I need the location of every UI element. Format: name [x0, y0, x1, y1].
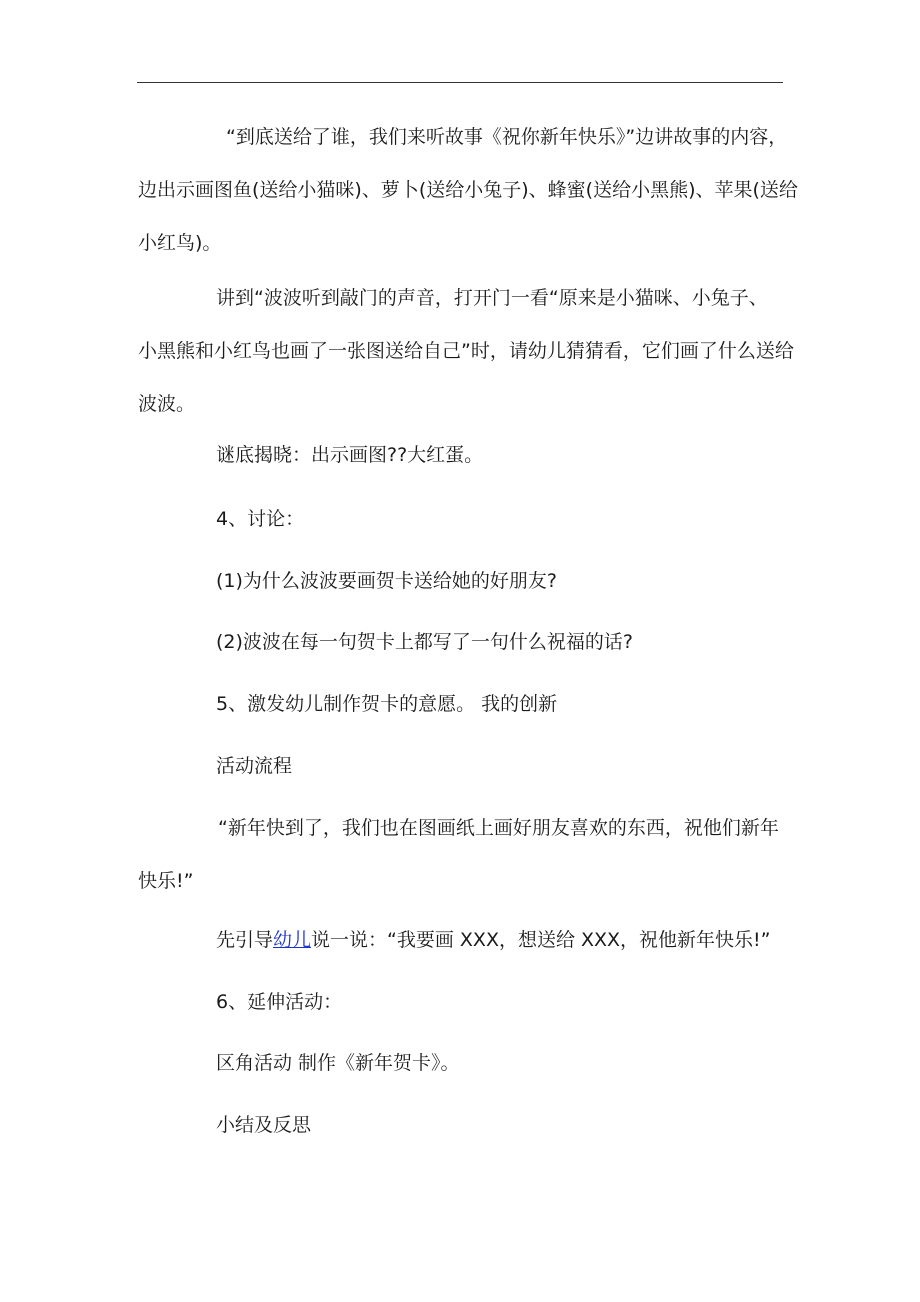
text-line: “新年快到了，我们也在图画纸上画好朋友喜欢的东西，祝他们新年	[218, 817, 779, 839]
text-segment: 说一说：“我要画 XXX，想送给 XXX，祝他新年快乐!”	[311, 929, 771, 951]
heading-extension-activity: 6、延伸活动：	[216, 991, 343, 1013]
paragraph-question-1: (1)为什么波波要画贺卡送给她的好朋友?	[216, 570, 557, 592]
header-rule	[137, 82, 783, 83]
text-line: 快乐!”	[138, 870, 194, 892]
paragraph-question-2: (2)波波在每一句贺卡上都写了一句什么祝福的话?	[216, 631, 633, 653]
paragraph-knock-door	[138, 283, 794, 420]
text-segment: 先引导	[216, 929, 274, 951]
paragraph-story-intro	[138, 122, 798, 259]
text-line: “到底送给了谁，我们来听故事《祝你新年快乐》”边讲故事的内容，	[226, 126, 788, 148]
heading-discussion: 4、讨论：	[216, 508, 305, 530]
text-line: 边出示画图鱼(送给小猫咪)、萝卜(送给小兔子)、蜂蜜(送给小黑熊)、苹果(送给	[138, 179, 798, 201]
paragraph-guide-children	[138, 925, 866, 956]
paragraph-corner-activity: 区角活动 制作《新年贺卡》。	[216, 1052, 460, 1074]
paragraph-new-year-drawing	[138, 813, 788, 897]
children-link[interactable]: 幼儿	[273, 929, 312, 951]
heading-motivation: 5、激发幼儿制作贺卡的意愿。 我的创新	[216, 693, 558, 715]
text-line: 波波。	[138, 393, 196, 415]
heading-activity-flow: 活动流程	[216, 755, 293, 777]
heading-summary: 小结及反思	[216, 1114, 312, 1136]
text-line: 小红鸟)。	[138, 232, 222, 254]
text-line: 小黑熊和小红鸟也画了一张图送给自己”时，请幼儿猜猜看，它们画了什么送给	[138, 340, 794, 362]
text-line: 讲到“波波听到敲门的声音，打开门一看“原来是小猫咪、小兔子、	[216, 287, 768, 309]
paragraph-riddle-answer: 谜底揭晓：出示画图??大红蛋。	[216, 444, 484, 466]
